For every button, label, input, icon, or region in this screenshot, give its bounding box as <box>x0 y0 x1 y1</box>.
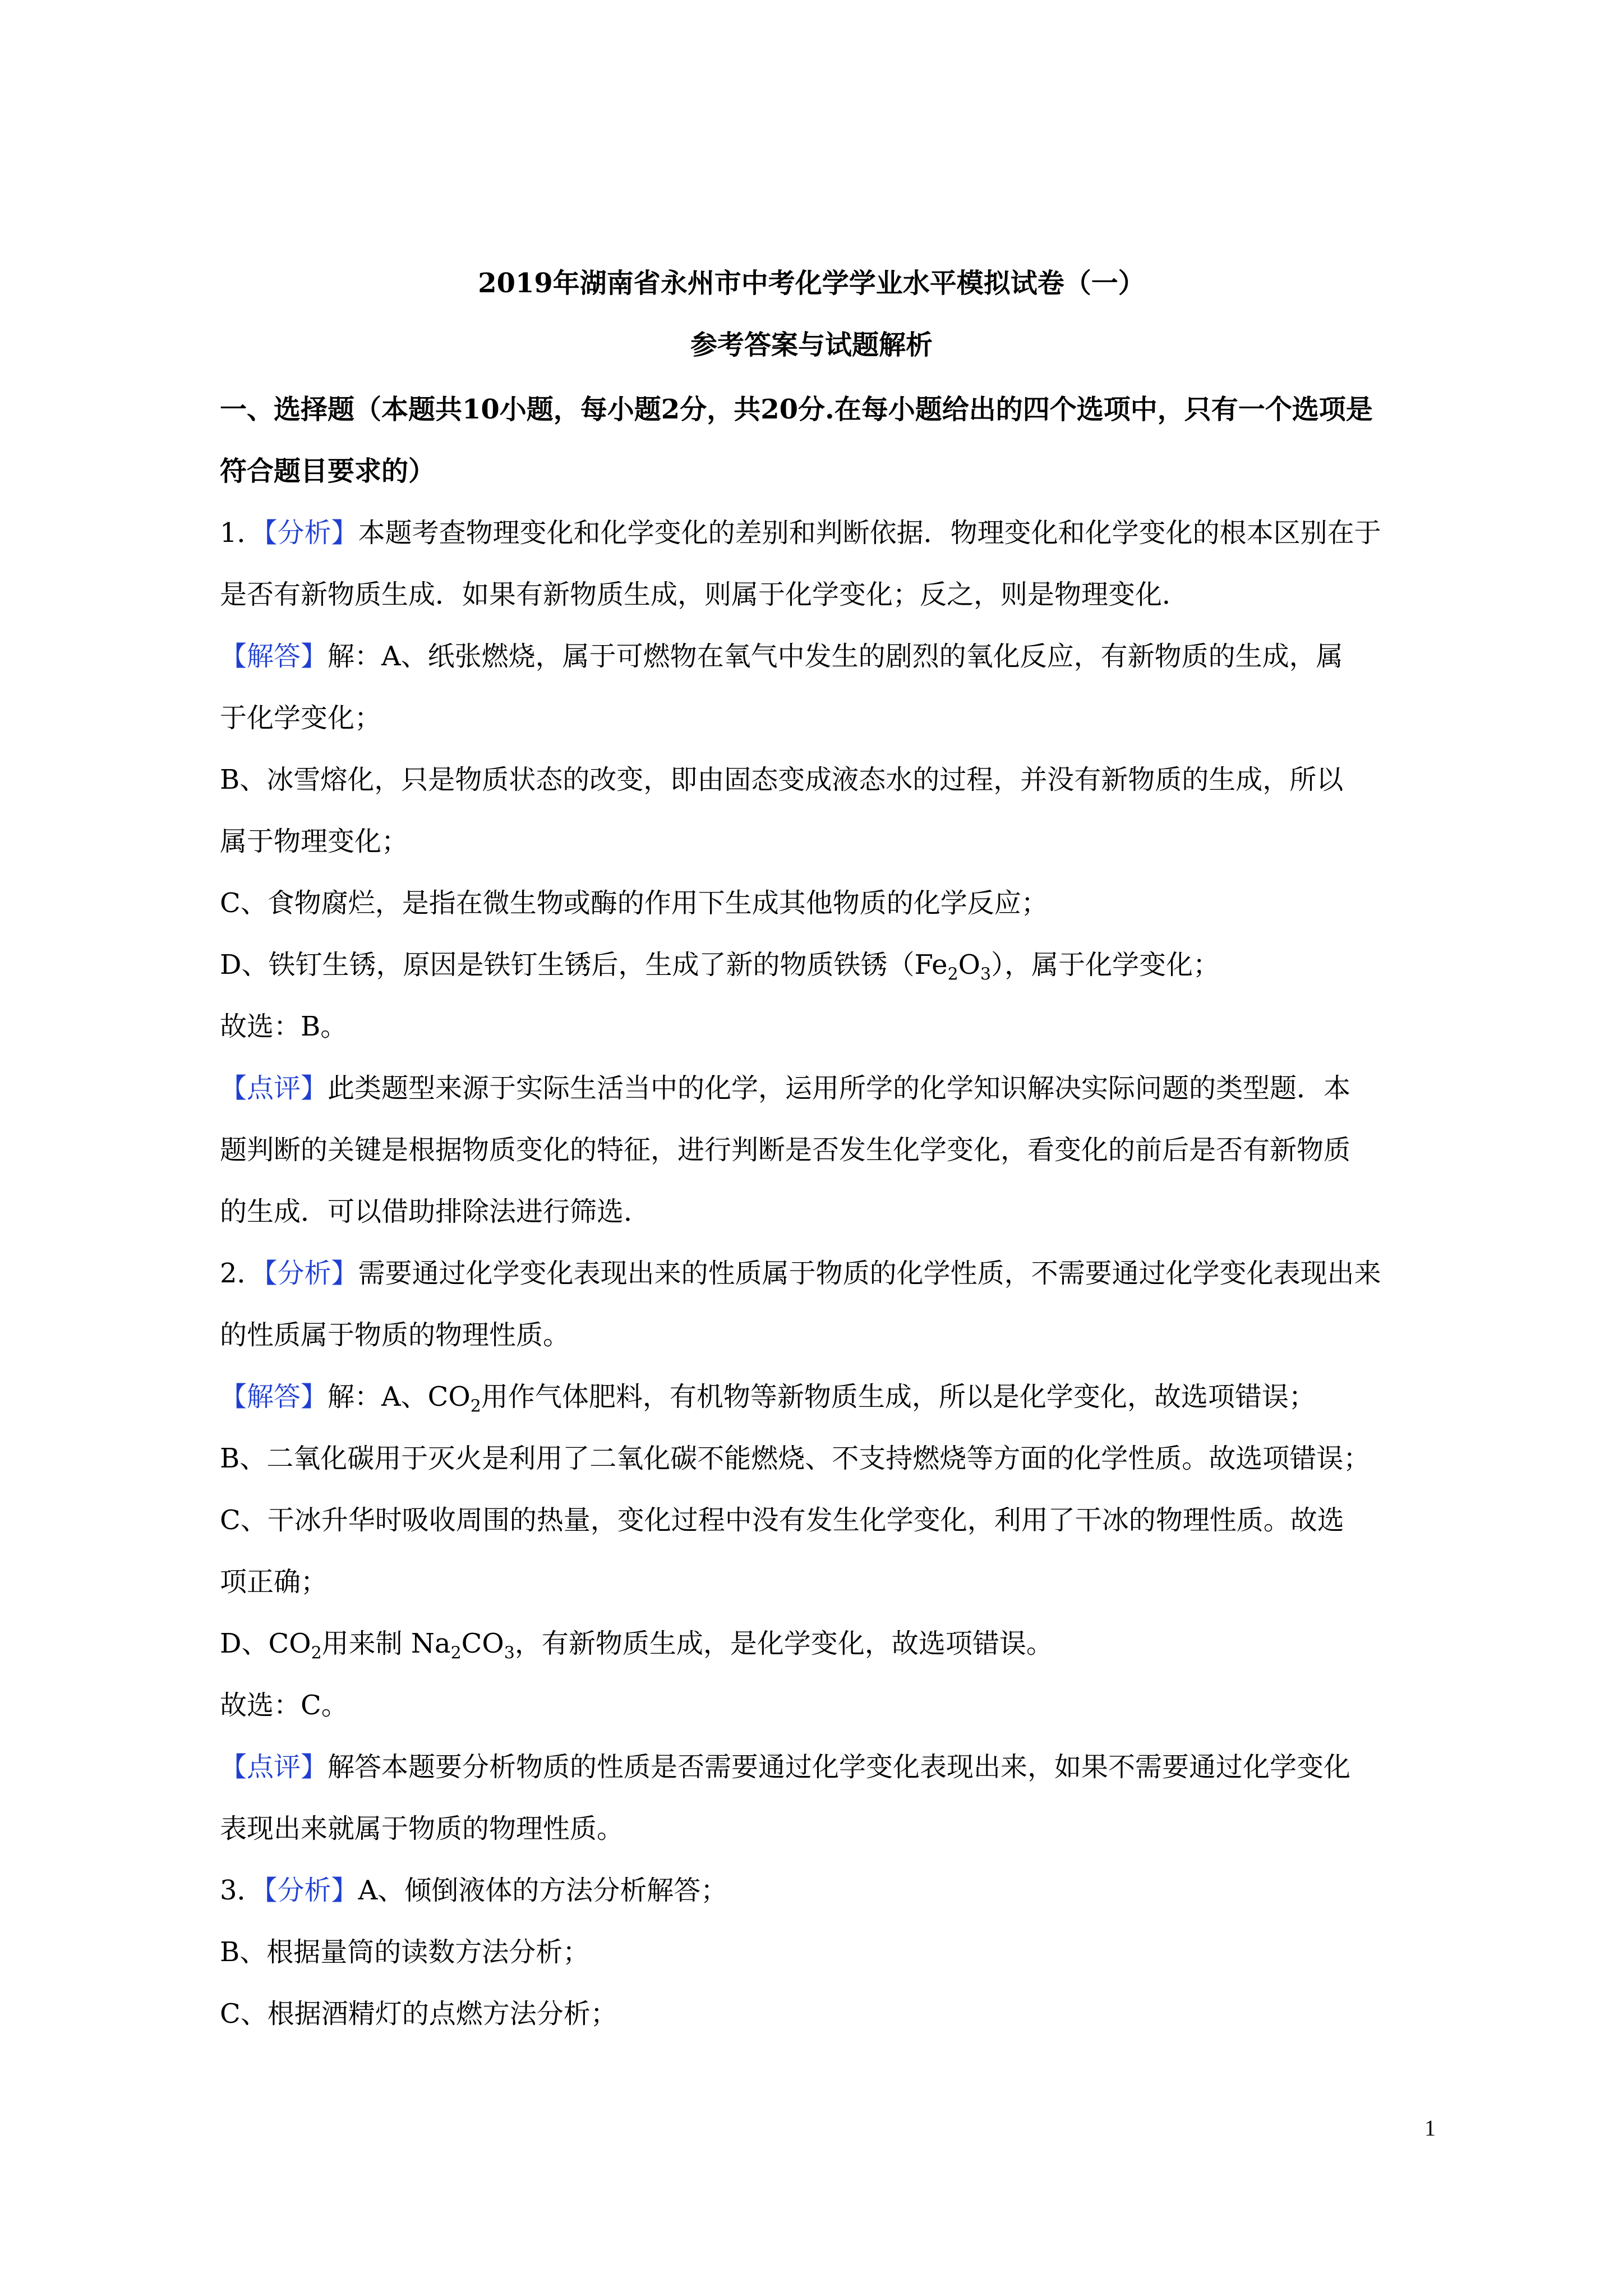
q1-analysis-text-1: 本题考查物理变化和化学变化的差别和判断依据．物理变化和化学变化的根本区别在于 <box>358 517 1381 549</box>
q1-option-c: C、食物腐烂，是指在微生物或酶的作用下生成其他物质的化学反应； <box>220 887 1048 919</box>
q2-d-post: ，有新物质生成，是化学变化，故选项错误。 <box>514 1628 1053 1659</box>
q3-analysis-line-1 <box>220 1874 1442 1907</box>
q2-analysis-tag: 【分析】 <box>264 1258 358 1289</box>
q2-answer-line <box>220 1380 1442 1414</box>
q1-d-mid: O <box>958 949 981 981</box>
q1-analysis-line-2: 是否有新物质生成．如果有新物质生成，则属于化学变化；反之，则是物理变化． <box>220 579 1189 610</box>
q1-answer-line-2: 于化学变化； <box>220 702 382 734</box>
q2-d-mid2: CO <box>461 1628 504 1659</box>
q1-number: 1． <box>220 517 264 549</box>
q1-comment-tag: 【点评】 <box>220 1073 328 1104</box>
q2-answer-pre: 解：A、CO <box>328 1381 471 1412</box>
q1-comment-line-3: 的生成．可以借助排除法进行筛选． <box>220 1196 651 1227</box>
page-title: 2019年湖南省永州市中考化学学业水平模拟试卷（一） <box>478 268 1145 299</box>
q2-option-b: B、二氧化碳用于灭火是利用了二氧化碳不能燃烧、不支持燃烧等方面的化学性质。故选项错误； <box>220 1443 1371 1474</box>
q2-option-c-line-1: C、干冰升华时吸收周围的热量，变化过程中没有发生化学变化，利用了干冰的物理性质。故选 <box>220 1504 1344 1536</box>
q1-answer-text-1: 解：A、纸张燃烧，属于可燃物在氧气中发生的剧烈的氧化反应，有新物质的生成，属 <box>328 641 1343 672</box>
q2-number: 2． <box>220 1258 264 1289</box>
q1-d-sub1: 2 <box>947 964 958 984</box>
q3-number: 3． <box>220 1875 264 1906</box>
q2-d-sub2: 2 <box>450 1643 462 1663</box>
q2-option-c-line-2: 项正确； <box>220 1566 328 1598</box>
q3-option-b: B、根据量筒的读数方法分析； <box>220 1936 590 1968</box>
section-heading-line-2: 符合题目要求的） <box>220 455 436 487</box>
q1-analysis-tag: 【分析】 <box>264 517 358 549</box>
q1-option-d <box>220 948 1442 982</box>
q2-d-sub3: 3 <box>504 1643 515 1663</box>
q2-comment-text-1: 解答本题要分析物质的性质是否需要通过化学变化表现出来，如果不需要通过化学变化 <box>328 1751 1351 1783</box>
page-number: 1 <box>1424 2115 1436 2141</box>
q2-d-sub1: 2 <box>311 1643 322 1663</box>
q1-comment-text-1: 此类题型来源于实际生活当中的化学，运用所学的化学知识解决实际问题的类型题．本 <box>328 1073 1351 1104</box>
q3-option-c: C、根据酒精灯的点燃方法分析； <box>220 1998 617 2030</box>
q1-choice: 故选：B。 <box>220 1011 348 1042</box>
q2-analysis-line-1 <box>220 1257 1442 1290</box>
q2-answer-tag: 【解答】 <box>220 1381 328 1412</box>
q2-analysis-text-1: 需要通过化学变化表现出来的性质属于物质的化学性质，不需要通过化学变化表现出来 <box>358 1258 1381 1289</box>
q1-d-sub2: 3 <box>980 964 992 984</box>
q1-answer-line-1 <box>220 639 1442 673</box>
q3-analysis-text-1: A、倾倒液体的方法分析解答； <box>358 1875 728 1906</box>
section-heading-line-1: 一、选择题（本题共10小题，每小题2分，共20分.在每小题给出的四个选项中，只有一个选项是 <box>220 394 1373 425</box>
q1-analysis-line-1 <box>220 516 1442 550</box>
q1-answer-tag: 【解答】 <box>220 641 328 672</box>
q1-d-pre: D、铁钉生锈，原因是铁钉生锈后，生成了新的物质铁锈（Fe <box>220 949 948 981</box>
page-subtitle: 参考答案与试题解析 <box>690 329 933 361</box>
q2-choice: 故选：C。 <box>220 1690 348 1721</box>
q1-option-b-line-1: B、冰雪熔化，只是物质状态的改变，即由固态变成液态水的过程，并没有新物质的生成，所以 <box>220 764 1344 795</box>
q2-option-d <box>220 1627 1442 1663</box>
q3-analysis-tag: 【分析】 <box>264 1875 358 1906</box>
q1-comment-line-2: 题判断的关键是根据物质变化的特征，进行判断是否发生化学变化，看变化的前后是否有新物质 <box>220 1134 1351 1166</box>
q2-comment-tag: 【点评】 <box>220 1751 328 1783</box>
q2-analysis-line-2: 的性质属于物质的物理性质。 <box>220 1319 570 1351</box>
q1-option-b-line-2: 属于物理变化； <box>220 826 409 857</box>
q1-comment-line-1 <box>220 1071 1442 1105</box>
q2-d-mid: 用来制 Na <box>321 1628 451 1659</box>
q2-d-pre: D、CO <box>220 1628 311 1659</box>
q2-comment-line-1 <box>220 1750 1442 1784</box>
q1-d-post: ），属于化学变化； <box>991 949 1220 981</box>
q2-comment-line-2: 表现出来就属于物质的物理性质。 <box>220 1813 624 1844</box>
q2-answer-sub: 2 <box>470 1396 481 1416</box>
q2-answer-post: 用作气体肥料，有机物等新物质生成，所以是化学变化，故选项错误； <box>481 1381 1316 1412</box>
